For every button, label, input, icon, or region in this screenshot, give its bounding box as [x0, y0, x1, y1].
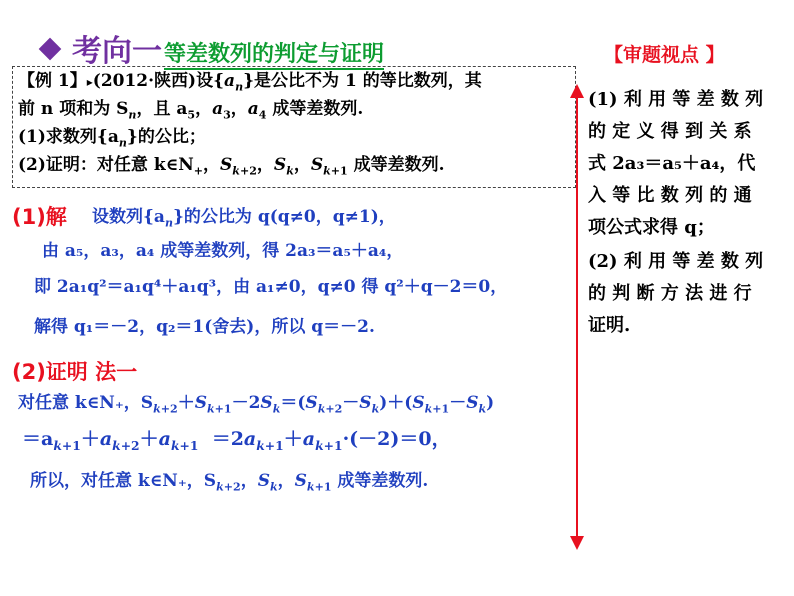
diamond-bullet-icon [39, 38, 62, 61]
solution-line-1: 设数列$\{a_n\}$的公比为 q(q≠0，q≠1)， [92, 207, 396, 230]
side-title: 【审题视点 】 [604, 44, 725, 66]
solution-2-label: (2)证明 法一 [12, 360, 138, 384]
problem-line-1: 【例 1】▸(2012·陕西)设$\{a_n\}$是公比不为 1 的等比数列，其 [18, 71, 482, 94]
heading-main: 考向一 [72, 34, 162, 69]
proof-line-3: 所以，对任意 k∈N₊，$S_{k+2}$，$S_k$，$S_{k+1}$ 成等差数列. [30, 471, 429, 494]
side-line-6: (2) 利 用 等 差 数 列 [588, 251, 764, 272]
marker-icon: ▸ [86, 75, 93, 89]
side-line-7: 的 判 断 方 法 进 行 [588, 283, 752, 304]
solution-line-4: 解得 q₁＝－2，q₂＝1(舍去)，所以 q＝－2. [34, 317, 375, 337]
side-line-2: 的 定 义 得 到 关 系 [588, 121, 752, 142]
section-heading [42, 26, 385, 69]
divider-line [576, 96, 578, 540]
heading-sub: 等差数列的判定与证明 [164, 37, 384, 70]
example-label: 【例 1】 [18, 71, 87, 91]
side-line-8: 证明. [588, 315, 631, 336]
side-line-4: 入 等 比 数 列 的 通 [588, 185, 752, 206]
proof-line-1: 对任意 k∈N₊，$S_{k+2}+S_{k+1}-2S_k=(S_{k+2}-S_k)+(S_{k+1}-S_k)$ [18, 393, 495, 416]
problem-line-2: 前 n 项和为 $S_n$，且 $a_5$，$a_3$，$a_4$ 成等差数列. [18, 99, 364, 122]
solution-1-label: (1)解 [12, 205, 67, 229]
problem-question-1: (1)求数列$\{a_n\}$的公比； [18, 127, 206, 150]
arrow-down-icon [570, 536, 584, 550]
side-line-5: 项公式求得 q； [588, 217, 715, 238]
side-line-1: (1) 利 用 等 差 数 列 [588, 89, 764, 110]
side-line-3: 式 2a₃＝a₅＋a₄，代 [588, 153, 756, 174]
solution-line-2: 由 a₅，a₃，a₄ 成等差数列，得 2a₃＝a₅＋a₄， [42, 241, 404, 261]
proof-line-2: $=a_{k+1}+a_{k+2}+a_{k+1} =2a_{k+1}+a_{k+1}\cdot(-2)=0$， [22, 428, 451, 453]
solution-line-3: 即 2a₁q²＝a₁q⁴＋a₁q³，由 a₁≠0，q≠0 得 q²＋q－2＝0， [34, 277, 508, 297]
problem-question-2: (2)证明：对任意 $k\in N_+$，$S_{k+2}$，$S_k$，$S_{k+1}$ 成等差数列. [18, 155, 445, 178]
